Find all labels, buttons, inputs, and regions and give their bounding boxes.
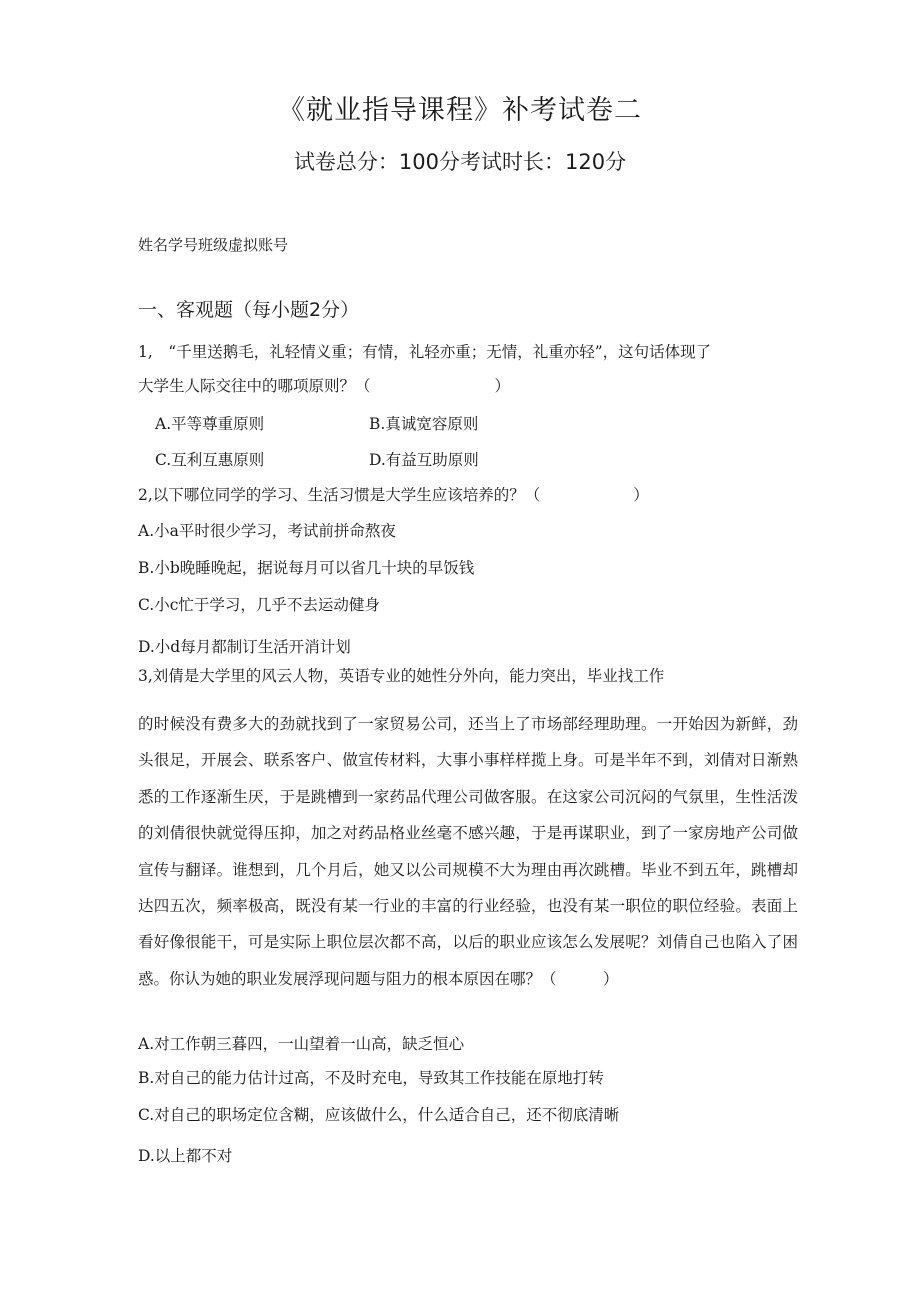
- q2-option-a: A.小a平时很少学习，考试前拼命熬夜: [138, 522, 396, 540]
- q2-option-d: D.小d每月都制订生活开消计划: [138, 638, 351, 656]
- q3-stem-paragraph: 的时候没有费多大的劲就找到了一家贸易公司，还当上了市场部经理助理。一开始因为新鲜，劲头很足，开展会、联系客户、做宣传材料，大事小事样样揽上身。可是半年不到，刘倩对日渐熟悉的工作逐渐生厌，于是跳槽到一家药品代理公司做客服。在这家公司沉闷的气氛里，生性活泼的刘倩很快就觉得压抑，加之对药品格业丝毫不感兴趣，于是再谋职业，到了一家房地产公司做宣传与翻译。谁想到，几个月后，她又以公司规模不大为理由再次跳槽。毕业不到五年，跳槽却达四五次，频率极高，既没有某一行业的丰富的行业经验，也没有某一职位的职位经验。表面上看好像很能干，可是实际上职位层次都不高，以后的职业应该怎么发展呢？刘倩自己也陷入了困惑。你认为她的职业发展浮现问题与阻力的根本原因在哪？（ ）: [138, 715, 798, 988]
- q3-option-c: C.对自己的职场定位含糊，应该做什么，什么适合自己，还不彻底清晰: [138, 1106, 620, 1124]
- q2-option-c: C.小c忙于学习，几乎不去运动健身: [138, 596, 380, 614]
- q1-option-a: A.平等尊重原则: [155, 415, 265, 433]
- exam-subtitle: 试卷总分：100分考试时长：120分: [293, 150, 627, 174]
- q1-option-c: C.互利互惠原则: [155, 451, 265, 469]
- section-heading: 一、客观题（每小题2分）: [138, 299, 360, 321]
- q3-option-a: A.对工作朝三暮四，一山望着一山高，缺乏恒心: [138, 1035, 465, 1053]
- q1-stem-line-2: 大学生人际交往中的哪项原则？（ ）: [138, 377, 511, 395]
- q3-stem-line-1: 3,刘倩是大学里的风云人物，英语专业的她性分外向，能力突出，毕业找工作: [138, 667, 665, 685]
- q1-stem-line-1: 1, “千里送鹅毛，礼轻情义重；有情，礼轻亦重；无情，礼重亦轻”，这句话体现了: [138, 343, 712, 361]
- q1-option-b: B.真诚宽容原则: [369, 415, 479, 433]
- student-info-line: 姓名学号班级虚拟账号: [138, 236, 289, 254]
- q3-option-b: B.对自己的能力估计过高，不及时充电，导致其工作技能在原地打转: [138, 1069, 604, 1087]
- q1-option-d: D.有益互助原则: [369, 451, 479, 469]
- q2-stem: 2,以下哪位同学的学习、生活习惯是大学生应该培养的？（ ）: [138, 486, 649, 504]
- q2-option-b: B.小b晚睡晚起，据说每月可以省几十块的早饭钱: [138, 559, 475, 577]
- q3-option-d: D.以上都不对: [138, 1147, 233, 1165]
- exam-title: 《就业指导课程》补考试卷二: [278, 95, 642, 126]
